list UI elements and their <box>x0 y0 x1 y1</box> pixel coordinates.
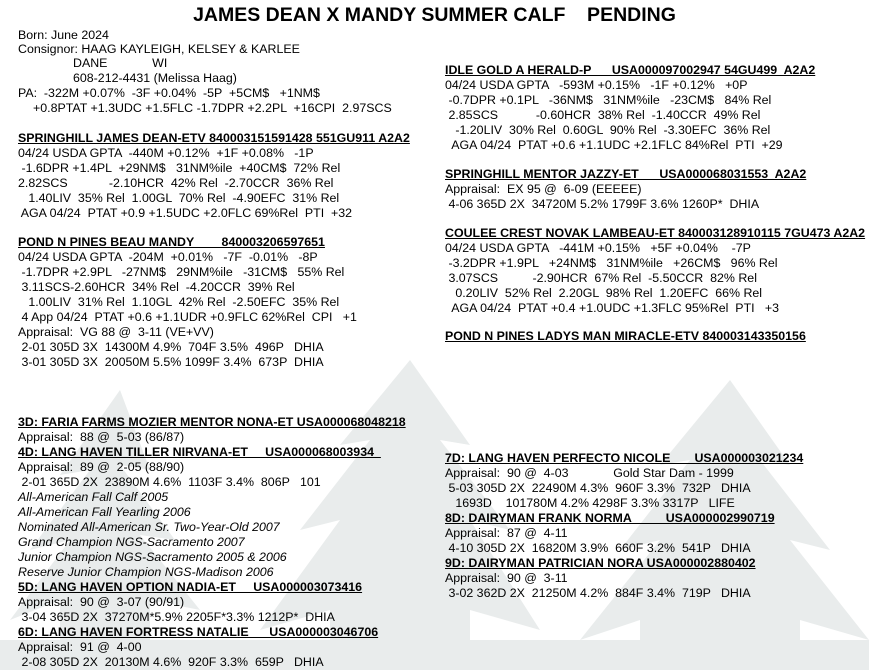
right-line: 04/24 USDA GPTA -441M +0.15% +5F +0.04% -7P <box>445 241 751 255</box>
right-line: -0.7DPR +0.1PL -36NM$ 31NM%ile -23CM$ 84% Rel <box>445 93 772 107</box>
left-line: 04/24 USDA GPTA -204M +0.01% -7F -0.01% -8P <box>18 250 318 264</box>
right-line: 3-02 362D 2X 21250M 4.2% 884F 3.4% 719P DHIA <box>445 586 751 600</box>
right-line: 5-03 305D 2X 22490M 4.3% 960F 3.3% 732P DHIA <box>445 481 751 495</box>
left-line: 3-04 365D 2X 37270M*5.9% 2205F*3.3% 1212P* DHIA <box>18 610 335 624</box>
right-line: Appraisal: 90 @ 4-03 Gold Star Dam - 1999 <box>445 466 734 480</box>
right-line: AGA 04/24 PTAT +0.6 +1.1UDC +2.1FLC 84%Rel PTI +29 <box>445 138 783 152</box>
left-line: -1.7DPR +2.9PL -27NM$ 29NM%ile -31CM$ 55% Rel <box>18 265 345 279</box>
left-line: Born: June 2024 <box>18 28 109 42</box>
right-heading: SPRINGHILL MENTOR JAZZY-ET USA000068031553 A2A2 <box>445 167 807 181</box>
left-line: 04/24 USDA GPTA -440M +0.12% +1F +0.08% -1P <box>18 146 314 160</box>
left-line: 3.11SCS-2.60HCR 34% Rel -4.20CCR 39% Rel <box>18 280 295 294</box>
right-heading: COULEE CREST NOVAK LAMBEAU-ET 840003128910115 7GU473 A2A2 <box>445 226 866 240</box>
right-line: Appraisal: 87 @ 4-11 <box>445 526 568 540</box>
left-line: All-American Fall Calf 2005 <box>18 490 169 504</box>
right-heading: 7D: LANG HAVEN PERFECTO NICOLE USA000003021234 <box>445 451 804 465</box>
right-line: -3.2DPR +1.9PL +24NM$ 31NM%ile +26CM$ 96% Rel <box>445 256 778 270</box>
left-line: All-American Fall Yearling 2006 <box>18 505 191 519</box>
left-line: 1.00LIV 31% Rel 1.10GL 42% Rel -2.50EFC 35% Rel <box>18 295 340 309</box>
right-line: 2.85SCS -0.60HCR 38% Rel -1.40CCR 49% Rel <box>445 108 761 122</box>
left-line: Reserve Junior Champion NGS-Madison 2006 <box>18 565 274 579</box>
right-line: AGA 04/24 PTAT +0.4 +1.0UDC +1.3FLC 95%Rel PTI +3 <box>445 301 780 315</box>
right-line: 1693D 101780M 4.2% 4298F 3.3% 3317P LIFE <box>445 496 735 510</box>
right-line: 04/24 USDA GPTA -593M +0.15% -1F +0.12% +0P <box>445 78 748 92</box>
left-line: Nominated All-American Sr. Two-Year-Old 2007 <box>18 520 280 534</box>
left-line: 2-01 305D 3X 14300M 4.9% 704F 3.5% 496P DHIA <box>18 340 324 354</box>
left-line: Appraisal: 89 @ 2-05 (88/90) <box>18 460 185 474</box>
left-heading: SPRINGHILL JAMES DEAN-ETV 840003151591428 551GU911 A2A2 <box>18 131 410 145</box>
right-line: 3.07SCS -2.90HCR 67% Rel -5.50CCR 82% Rel <box>445 271 757 285</box>
right-line: Appraisal: 90 @ 3-11 <box>445 571 568 585</box>
left-line: DANE WI <box>73 56 168 70</box>
left-heading: 5D: LANG HAVEN OPTION NADIA-ET USA000003073416 <box>18 580 363 594</box>
right-line: 0.20LIV 52% Rel 2.20GL 98% Rel 1.20EFC 66% Rel <box>445 286 763 300</box>
left-heading: POND N PINES BEAU MANDY 840003206597651 <box>18 235 325 249</box>
left-line: 4 App 04/24 PTAT +0.6 +1.1UDR +0.9FLC 62%Rel CPI +1 <box>18 310 357 324</box>
left-heading: 6D: LANG HAVEN FORTRESS NATALIE USA000003046706 <box>18 625 379 639</box>
left-line: Appraisal: VG 88 @ 3-11 (VE+VV) <box>18 325 214 339</box>
left-heading: 3D: FARIA FARMS MOZIER MENTOR NONA-ET USA000068048218 <box>18 415 406 429</box>
right-line: 4-10 305D 2X 16820M 3.9% 660F 3.2% 541P DHIA <box>445 541 751 555</box>
right-heading: POND N PINES LADYS MAN MIRACLE-ETV 840003143350156 <box>445 329 806 343</box>
tree-silhouette-right <box>580 380 869 670</box>
left-line: 1.40LIV 35% Rel 1.00GL 70% Rel -4.90EFC 31% Rel <box>18 191 340 205</box>
left-line: Appraisal: 91 @ 4-00 <box>18 640 142 654</box>
page-title: JAMES DEAN X MANDY SUMMER CALF PENDING <box>193 4 676 26</box>
left-line: -1.6DPR +1.4PL +29NM$ 31NM%ile +40CM$ 72% Rel <box>18 161 341 175</box>
right-line: Appraisal: EX 95 @ 6-09 (EEEEE) <box>445 182 642 196</box>
left-line: Grand Champion NGS-Sacramento 2007 <box>18 535 245 549</box>
left-line: +0.8PTAT +1.3UDC +1.5FLC -1.7DPR +2.2PL +16CPI 2.97SCS <box>33 101 392 115</box>
left-line: PA: -322M +0.07% -3F +0.04% -5P +5CM$ +1NM$ <box>18 86 320 100</box>
left-line: Junior Champion NGS-Sacramento 2005 & 2006 <box>18 550 287 564</box>
left-heading: 4D: LANG HAVEN TILLER NIRVANA-ET USA000068003934 <box>18 445 381 459</box>
left-line: AGA 04/24 PTAT +0.9 +1.5UDC +2.0FLC 69%Rel PTI +32 <box>18 206 353 220</box>
right-line: 4-06 365D 2X 34720M 5.2% 1799F 3.6% 1260P* DHIA <box>445 197 760 211</box>
right-line: -1.20LIV 30% Rel 0.60GL 90% Rel -3.30EFC 36% Rel <box>445 123 771 137</box>
right-heading: 9D: DAIRYMAN PATRICIAN NORA USA000002880402 <box>445 556 756 570</box>
left-line: 2.82SCS -2.10HCR 42% Rel -2.70CCR 36% Rel <box>18 176 334 190</box>
right-heading: 8D: DAIRYMAN FRANK NORMA USA000002990719 <box>445 511 775 525</box>
left-line: 608-212-4431 (Melissa Haag) <box>73 71 237 85</box>
left-line: 3-01 305D 3X 20050M 5.5% 1099F 3.4% 673P DHIA <box>18 355 324 369</box>
left-line: Appraisal: 90 @ 3-07 (90/91) <box>18 595 185 609</box>
left-line: Appraisal: 88 @ 5-03 (86/87) <box>18 430 185 444</box>
right-heading: IDLE GOLD A HERALD-P USA000097002947 54GU499 A2A2 <box>445 63 816 77</box>
left-line: 2-08 305D 2X 20130M 4.6% 920F 3.3% 659P DHIA <box>18 655 324 669</box>
left-line: 2-01 365D 2X 23890M 4.6% 1103F 3.4% 806P 101 <box>18 475 321 489</box>
left-line: Consignor: HAAG KAYLEIGH, KELSEY & KARLEE <box>18 42 300 56</box>
